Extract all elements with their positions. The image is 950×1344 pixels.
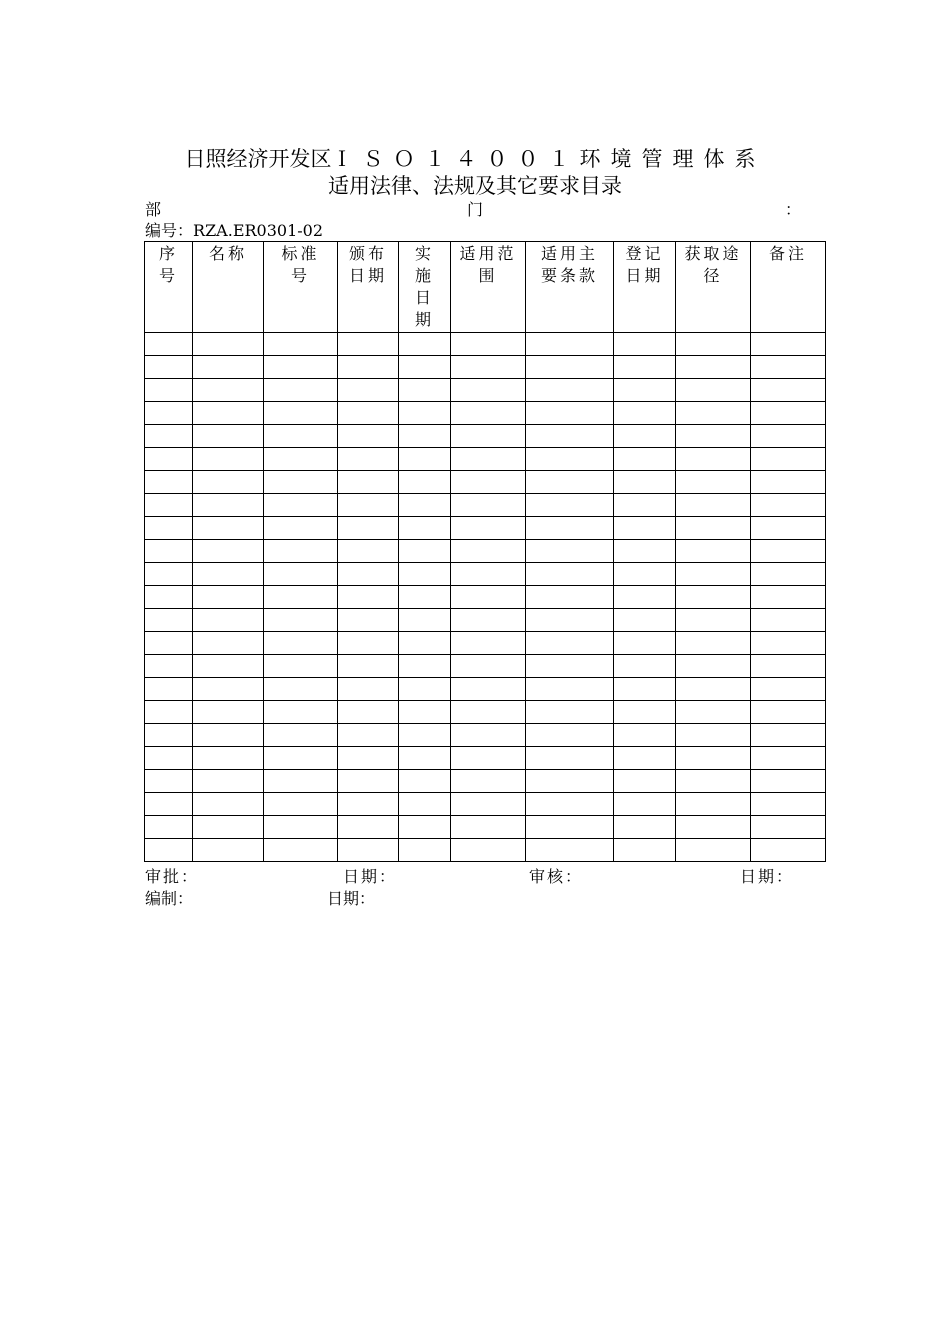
col-header-standard-no: 标准号 [264,242,338,333]
table-cell [338,471,399,494]
table-cell [526,540,614,563]
table-cell [614,563,676,586]
table-cell [526,816,614,839]
dept-label-a: 部 [145,200,162,219]
table-cell [145,563,193,586]
table-cell [751,747,826,770]
table-cell [399,448,451,471]
table-cell [145,770,193,793]
table-cell [751,770,826,793]
table-cell [338,379,399,402]
table-cell [451,793,526,816]
table-cell [193,793,264,816]
table-cell [193,448,264,471]
table-cell [338,724,399,747]
table-cell [676,655,751,678]
table-cell [145,609,193,632]
table-cell [614,379,676,402]
table-cell [451,333,526,356]
table-cell [338,402,399,425]
table-cell [399,494,451,517]
table-cell [526,609,614,632]
table-cell [338,586,399,609]
col-header-name: 名称 [193,242,264,333]
compile-date-label: 日期： [327,889,376,908]
table-cell [526,356,614,379]
table-cell [193,724,264,747]
table-cell [264,770,338,793]
table-cell [451,770,526,793]
table-cell [676,609,751,632]
table-cell [751,655,826,678]
table-cell [338,770,399,793]
table-cell [264,609,338,632]
table-cell [451,356,526,379]
table-cell [751,793,826,816]
table-cell [264,448,338,471]
regulations-table [144,241,826,862]
table-cell [145,678,193,701]
table-cell [399,379,451,402]
table-cell [676,379,751,402]
table-cell [264,425,338,448]
table-cell [193,770,264,793]
review-date-label: 日期： [740,867,795,886]
table-row [145,494,826,517]
table-cell [614,517,676,540]
code-value: RZA.ER0301-02 [193,221,324,240]
table-cell [526,494,614,517]
table-cell [751,333,826,356]
table-cell [338,563,399,586]
table-cell [264,701,338,724]
table-cell [676,356,751,379]
document-title-line1 [0,146,950,172]
table-cell [399,425,451,448]
table-cell [676,448,751,471]
table-cell [193,563,264,586]
table-row [145,448,826,471]
title-standard: ＩＳＯ１４００１ [331,147,580,171]
table-cell [399,333,451,356]
title-org: 日照经济开发区 [184,147,332,171]
table-cell [338,494,399,517]
col-header-issue-date: 颁布日期 [338,242,399,333]
table-cell [451,448,526,471]
table-cell [338,816,399,839]
dept-colon: ： [785,200,802,219]
table-cell [264,517,338,540]
table-row [145,379,826,402]
table-cell [451,540,526,563]
table-cell [451,425,526,448]
approve-date-label: 日期： [343,867,398,886]
table-cell [451,609,526,632]
table-cell [264,839,338,862]
table-cell [451,494,526,517]
table-cell [264,632,338,655]
table-cell [614,793,676,816]
table-cell [614,425,676,448]
table-cell [676,402,751,425]
table-cell [338,425,399,448]
table-cell [614,448,676,471]
table-cell [399,724,451,747]
table-row [145,678,826,701]
table-cell [614,356,676,379]
table-row [145,609,826,632]
table-cell [264,816,338,839]
table-cell [526,333,614,356]
table-cell [399,839,451,862]
table-cell [614,724,676,747]
table-cell [145,448,193,471]
table-cell [614,540,676,563]
table-cell [338,839,399,862]
table-cell [751,586,826,609]
table-cell [751,563,826,586]
table-cell [399,517,451,540]
table-cell [338,609,399,632]
table-cell [526,471,614,494]
table-cell [193,402,264,425]
table-cell [264,540,338,563]
table-cell [451,747,526,770]
table-cell [145,586,193,609]
table-cell [264,747,338,770]
table-row [145,425,826,448]
table-row [145,517,826,540]
table-cell [526,724,614,747]
table-row [145,770,826,793]
table-cell [399,655,451,678]
table-cell [676,747,751,770]
table-cell [526,448,614,471]
table-cell [193,816,264,839]
table-cell [145,632,193,655]
table-cell [193,655,264,678]
table-cell [399,586,451,609]
table-cell [676,816,751,839]
col-header-scope: 适用范围 [451,242,526,333]
table-cell [614,494,676,517]
table-cell [526,517,614,540]
table-cell [399,540,451,563]
col-header-effective-date: 实施日期 [399,242,451,333]
col-header-main-clauses: 适用主要条款 [526,242,614,333]
dept-label-b: 门 [467,200,484,219]
table-row [145,333,826,356]
table-cell [676,517,751,540]
table-cell [751,678,826,701]
table-cell [526,701,614,724]
table-cell [451,839,526,862]
table-cell [338,793,399,816]
table-cell [614,816,676,839]
table-cell [614,333,676,356]
table-cell [399,770,451,793]
table-cell [676,701,751,724]
table-cell [193,379,264,402]
table-cell [676,494,751,517]
table-cell [451,517,526,540]
table-body [145,333,826,862]
table-row [145,471,826,494]
approve-label: 审批： [145,867,200,886]
table-cell [399,793,451,816]
table-cell [264,655,338,678]
table-cell [526,632,614,655]
table-cell [193,471,264,494]
table-cell [614,839,676,862]
table-cell [338,747,399,770]
table-cell [193,333,264,356]
table-cell [614,586,676,609]
table-row [145,655,826,678]
table-cell [526,770,614,793]
table-cell [145,839,193,862]
table-cell [676,770,751,793]
table-row [145,563,826,586]
table-cell [451,632,526,655]
table-cell [264,724,338,747]
table-cell [338,517,399,540]
table-cell [676,586,751,609]
table-cell [676,563,751,586]
table-cell [399,816,451,839]
table-cell [526,586,614,609]
table-cell [264,494,338,517]
table-cell [451,816,526,839]
table-cell [264,333,338,356]
table-cell [193,609,264,632]
table-cell [751,402,826,425]
table-cell [676,724,751,747]
table-cell [145,747,193,770]
table-cell [751,425,826,448]
table-cell [751,494,826,517]
table-cell [676,471,751,494]
table-cell [526,402,614,425]
table-cell [526,425,614,448]
table-cell [145,540,193,563]
table-cell [338,333,399,356]
table-cell [751,379,826,402]
table-cell [145,793,193,816]
table-row [145,724,826,747]
table-cell [193,356,264,379]
table-cell [451,471,526,494]
table-cell [145,816,193,839]
table-cell [751,471,826,494]
table-cell [145,402,193,425]
table-cell [193,747,264,770]
review-label: 审核： [529,867,584,886]
table-cell [451,678,526,701]
table-cell [338,632,399,655]
table-row [145,816,826,839]
compile-label: 编制： [145,889,194,908]
table-cell [145,724,193,747]
table-cell [399,402,451,425]
table-cell [526,379,614,402]
table-cell [264,793,338,816]
table-cell [676,839,751,862]
table-row [145,839,826,862]
table-cell [193,494,264,517]
table-cell [338,701,399,724]
table-cell [751,632,826,655]
table-cell [145,655,193,678]
table-cell [751,517,826,540]
table-cell [676,425,751,448]
table-cell [145,333,193,356]
table-cell [751,701,826,724]
table-cell [399,678,451,701]
table-row [145,356,826,379]
table-cell [338,448,399,471]
document-title-line2: 适用法律、法规及其它要求目录 [328,174,622,198]
table-cell [145,517,193,540]
table-cell [193,678,264,701]
title-system: 环境管理体系 [579,147,766,171]
table-row [145,747,826,770]
table-cell [338,678,399,701]
table-cell [193,586,264,609]
table-cell [338,540,399,563]
table-row [145,586,826,609]
table-cell [451,563,526,586]
table-cell [264,471,338,494]
table-cell [145,701,193,724]
table-row [145,793,826,816]
table-cell [676,793,751,816]
document-code-line [145,221,825,241]
table-cell [264,379,338,402]
table-cell [193,632,264,655]
table-cell [451,724,526,747]
table-cell [264,402,338,425]
table-cell [451,402,526,425]
table-cell [338,655,399,678]
table-cell [614,471,676,494]
table-cell [751,839,826,862]
table-cell [338,356,399,379]
table-cell [526,563,614,586]
table-cell [145,356,193,379]
table-cell [264,586,338,609]
table-cell [614,402,676,425]
table-cell [751,724,826,747]
table-cell [614,632,676,655]
table-cell [451,701,526,724]
table-cell [145,425,193,448]
table-row [145,540,826,563]
table-cell [193,839,264,862]
table-cell [526,678,614,701]
table-cell [264,678,338,701]
table-cell [399,632,451,655]
table-cell [193,517,264,540]
table-cell [614,609,676,632]
table-cell [399,747,451,770]
table-cell [193,425,264,448]
table-header-row [145,242,826,333]
table-cell [145,379,193,402]
table-cell [399,701,451,724]
table-cell [526,655,614,678]
table-cell [193,701,264,724]
table-cell [399,356,451,379]
table-cell [614,701,676,724]
table-cell [676,632,751,655]
col-header-seq: 序号 [145,242,193,333]
table-cell [751,356,826,379]
table-cell [145,494,193,517]
table-cell [264,563,338,586]
table-cell [399,609,451,632]
table-cell [614,678,676,701]
table-cell [676,333,751,356]
table-cell [451,655,526,678]
table-cell [526,793,614,816]
table-cell [751,816,826,839]
table-cell [676,678,751,701]
table-row [145,701,826,724]
table-cell [264,356,338,379]
table-cell [751,448,826,471]
table-row [145,632,826,655]
table-cell [614,770,676,793]
table-cell [751,540,826,563]
table-cell [451,586,526,609]
col-header-source: 获取途径 [676,242,751,333]
code-label: 编号： [145,221,194,240]
col-header-register-date: 登记日期 [614,242,676,333]
table-row [145,402,826,425]
table-cell [399,471,451,494]
table-cell [526,839,614,862]
table-cell [751,609,826,632]
table-cell [614,747,676,770]
table-cell [451,379,526,402]
table-cell [676,540,751,563]
table-cell [614,655,676,678]
col-header-remarks: 备注 [751,242,826,333]
table-cell [145,471,193,494]
table-cell [526,747,614,770]
table-cell [399,563,451,586]
table-cell [193,540,264,563]
